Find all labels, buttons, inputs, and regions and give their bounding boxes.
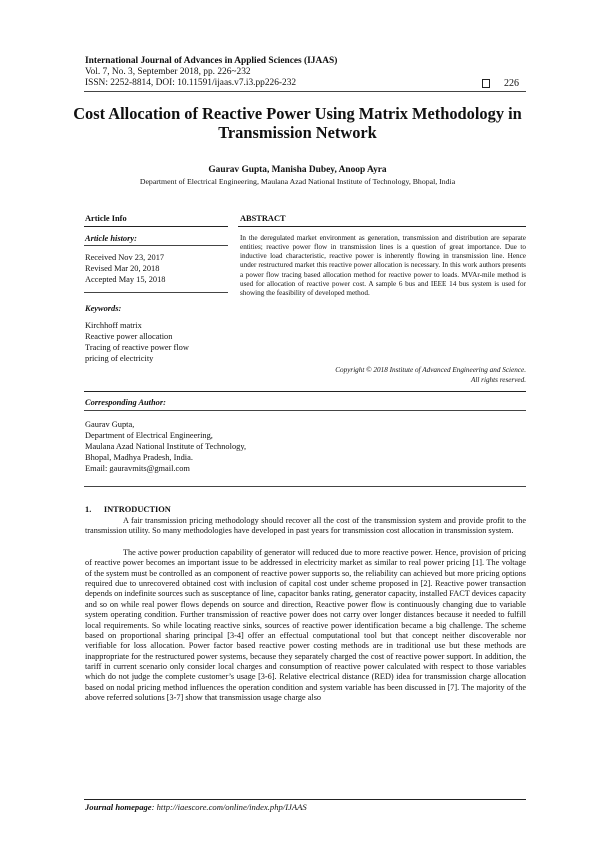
page-number: 226 [504,78,519,89]
abstract-rule [238,226,526,227]
corresponding-line: Maulana Azad National Institute of Technology, [85,442,247,451]
copyright-line-2: All rights reserved. [470,376,526,384]
keyword-item: Kirchhoff matrix [85,321,142,330]
abstract-bottom-rule [84,391,526,392]
corresponding-heading: Corresponding Author: [85,398,166,407]
affiliation: Department of Electrical Engineering, Maulana Azad National Institute of Technology, Bhopal, India [139,177,456,186]
footer-rule [84,799,526,800]
page-box-icon [482,79,490,88]
corresponding-bottom-rule [84,486,526,487]
history-accepted: Accepted May 15, 2018 [85,275,166,284]
article-info-heading: Article Info [85,214,127,223]
authors: Gaurav Gupta, Manisha Dubey, Anoop Ayra [208,165,387,175]
keyword-item: pricing of electricity [85,354,154,363]
keyword-item: Tracing of reactive power flow [85,343,189,352]
keyword-item: Reactive power allocation [85,332,173,341]
header-rule [84,91,526,92]
corresponding-line: Department of Electrical Engineering, [85,431,213,440]
paper-title: Cost Allocation of Reactive Power Using Matrix Methodology in Transmission Network [73,104,522,142]
intro-paragraph-2: The active power production capability of generator will reduced due to more reactive power. Hence, provision of pricing of reactive power becomes an important issue to be addressed in electricity market as similar to real power pricing [1]. The voltage of the system must be controlled as an component of reactive power supports so, the reliability can achieved but more pricing options required due to unrecovered obtained cost with inclusion of capital cost under scheme proposed in [2]. Reactive power transaction depends on indefinite sources such as susceptance of line, capacitor banks rating, generator capacity, installed FACT devices capacity and so on while real power flows depends on source and direction, Reactive power flow is continuously changing due to variable system operating condition. Further transmission of reactive power does not carry over longer distances because it needed to fulfill local requirements. So while locating reactive sinks, sources of reactive power identification became a big challenge. The scheme based on proportional sharing principal [3-4] offer an effectual computational tool but that concept neither discoverable nor verifiable for loss allocation. Power factor based reactive power costing methods are in traditional use but these methods are inappropriate for the restructured power systems, because they separately charged the cost of reactive power support. In addition, the tariff in current scenario only consider local charges and consumption of reactive power calculated with respect to those variables which do not judge the complete customer’s usage [3-6]. Relative electrical distance (RED) idea for transmission charge allocation based on nodal pricing method influences the operation condition and system variable has been discussed in [7]. The majority of the above referred solutions [3-7] show that transmission usage charge also [85,548,526,703]
corresponding-line: Gaurav Gupta, [85,420,135,429]
journal-name: International Journal of Advances in Applied Sciences (IJAAS) [85,56,338,66]
article-info-rule [84,226,228,227]
volume-line: Vol. 7, No. 3, September 2018, pp. 226~232 [85,67,251,77]
corresponding-line: Bhopal, Madhya Pradesh, India. [85,453,193,462]
footer-url[interactable]: : http://iaescore.com/online/index.php/IJAAS [151,802,307,812]
intro-paragraph-1: A fair transmission pricing methodology should recover all the cost of the transmission system and provide profit to the transmission utility. So many methodologies have developed in past years for transmission cost allocation in transmission system. [85,516,526,536]
history-rule [84,245,228,246]
history-heading: Article history: [85,234,137,243]
copyright-line-1: Copyright © 2018 Institute of Advanced Engineering and Science. [335,366,526,374]
history-revised: Revised Mar 20, 2018 [85,264,160,273]
footer-label: Journal homepage [85,802,152,812]
corresponding-rule [84,410,526,411]
abstract-text: In the deregulated market environment as generation, transmission and distribution are separate entities; reactive power flow in transmission lines is a question of great importance. Due to inductive load characteristic, reactive power is inherently flowing in transmission line. Hence under restructured market this reactive power allocation is necessary. In this work authors presents a power flow tracing based allocation method for reactive power to loads. MVAr-mile method is used for allocation of reactive power cost. A sample 6 bus and IEEE 14 bus system is used for showing the feasibility of developed method. [240,234,526,297]
keywords-heading: Keywords: [85,304,122,313]
keywords-rule [84,292,228,293]
section-heading: 1. INTRODUCTION [85,505,171,514]
issn-line: ISSN: 2252-8814, DOI: 10.11591/ijaas.v7.i3.pp226-232 [85,78,297,88]
history-received: Received Nov 23, 2017 [85,253,165,262]
abstract-heading: ABSTRACT [240,214,286,223]
corresponding-email: Email: gauravmits@gmail.com [85,464,190,473]
